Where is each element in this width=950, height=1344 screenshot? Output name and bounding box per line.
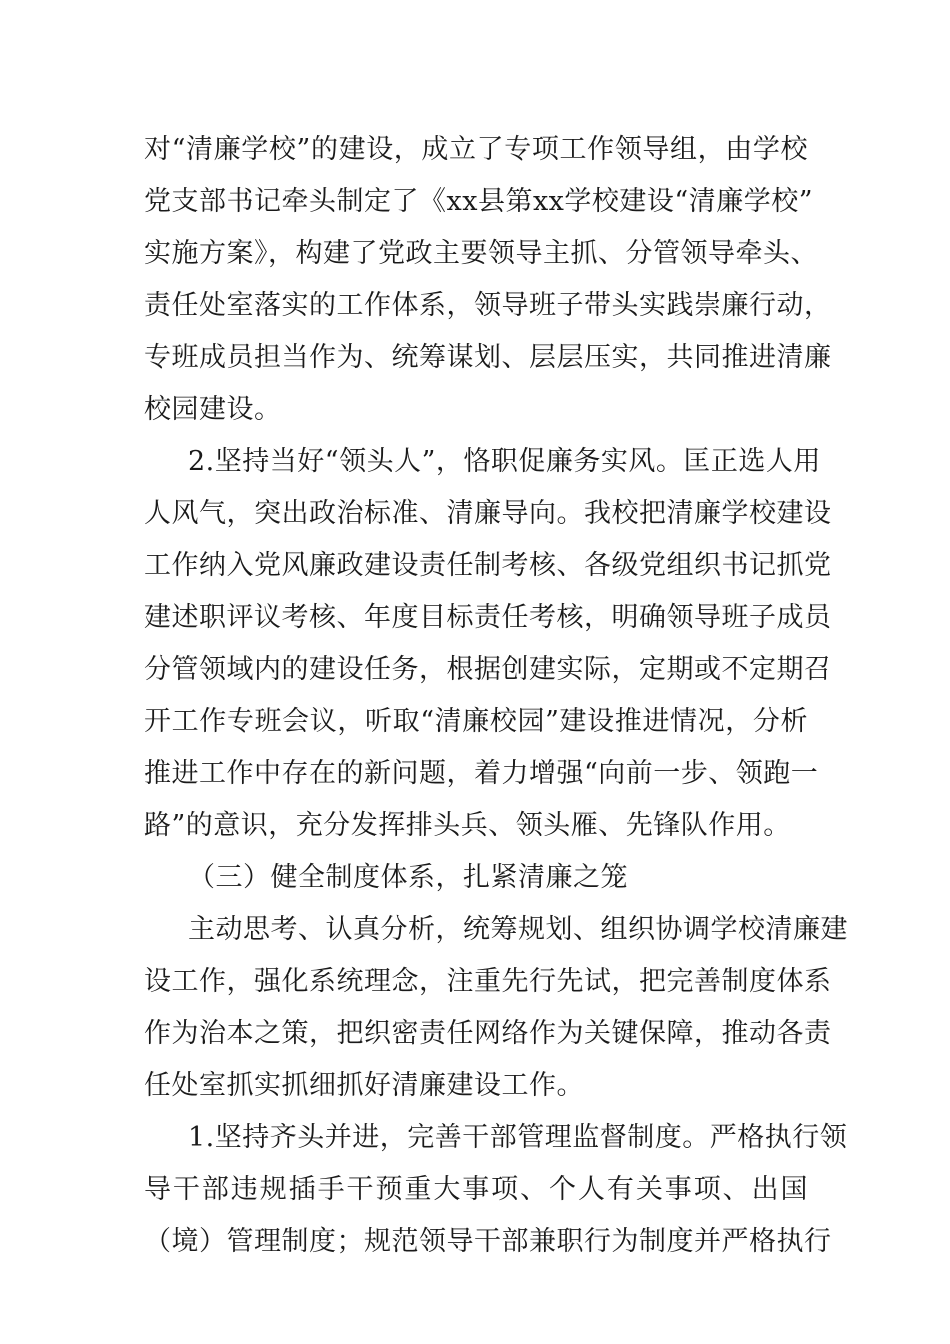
paragraph-line: 校园建设。 [144,394,282,425]
paragraph-line: 路”的意识，充分发挥排头兵、领头雁、先锋队作用。 [144,810,791,841]
paragraph-line: 推进工作中存在的新问题，着力增强“向前一步、领跑一 [144,758,819,789]
paragraph-line: 专班成员担当作为、统筹谋划、层层压实，共同推进清廉 [144,342,832,373]
paragraph-line: 导干部违规插手干预重大事项、个人有关事项、出国 [144,1174,808,1205]
paragraph-line: 工作纳入党风廉政建设责任制考核、各级党组织书记抓党 [144,550,832,581]
paragraph-line: 作为治本之策，把织密责任网络作为关键保障，推动各责 [144,1018,832,1049]
paragraph-line: 党支部书记牵头制定了《xx县第xx学校建设“清廉学校” [144,186,814,217]
paragraph-line: 开工作专班会议，听取“清廉校园”建设推进情况，分析 [144,706,808,737]
paragraph-line: 建述职评议考核、年度目标责任考核，明确领导班子成员 [144,602,832,633]
paragraph-line: 2.坚持当好“领头人”，恪职促廉务实风。匡正选人用 [188,446,821,477]
document-page [144,124,848,1268]
paragraph-line: 主动思考、认真分析，统筹规划、组织协调学校清廉建 [188,914,848,945]
section-heading: （三）健全制度体系，扎紧清廉之笼 [188,862,628,893]
paragraph-line: 对“清廉学校”的建设，成立了专项工作领导组，由学校 [144,134,808,165]
paragraph-line: 设工作，强化系统理念，注重先行先试，把完善制度体系 [144,966,832,997]
paragraph-line: 人风气，突出政治标准、清廉导向。我校把清廉学校建设 [144,498,832,529]
paragraph-line: 分管领域内的建设任务，根据创建实际，定期或不定期召 [144,654,832,685]
paragraph-line: （境）管理制度；规范领导干部兼职行为制度并严格执行 [144,1226,832,1257]
paragraph-line: 1.坚持齐头并进，完善干部管理监督制度。严格执行领 [188,1122,848,1153]
paragraph-line: 实施方案》，构建了党政主要领导主抓、分管领导牵头、 [144,238,818,269]
paragraph-line: 责任处室落实的工作体系，领导班子带头实践崇廉行动， [144,290,832,321]
paragraph-line: 任处室抓实抓细抓好清廉建设工作。 [144,1070,584,1101]
